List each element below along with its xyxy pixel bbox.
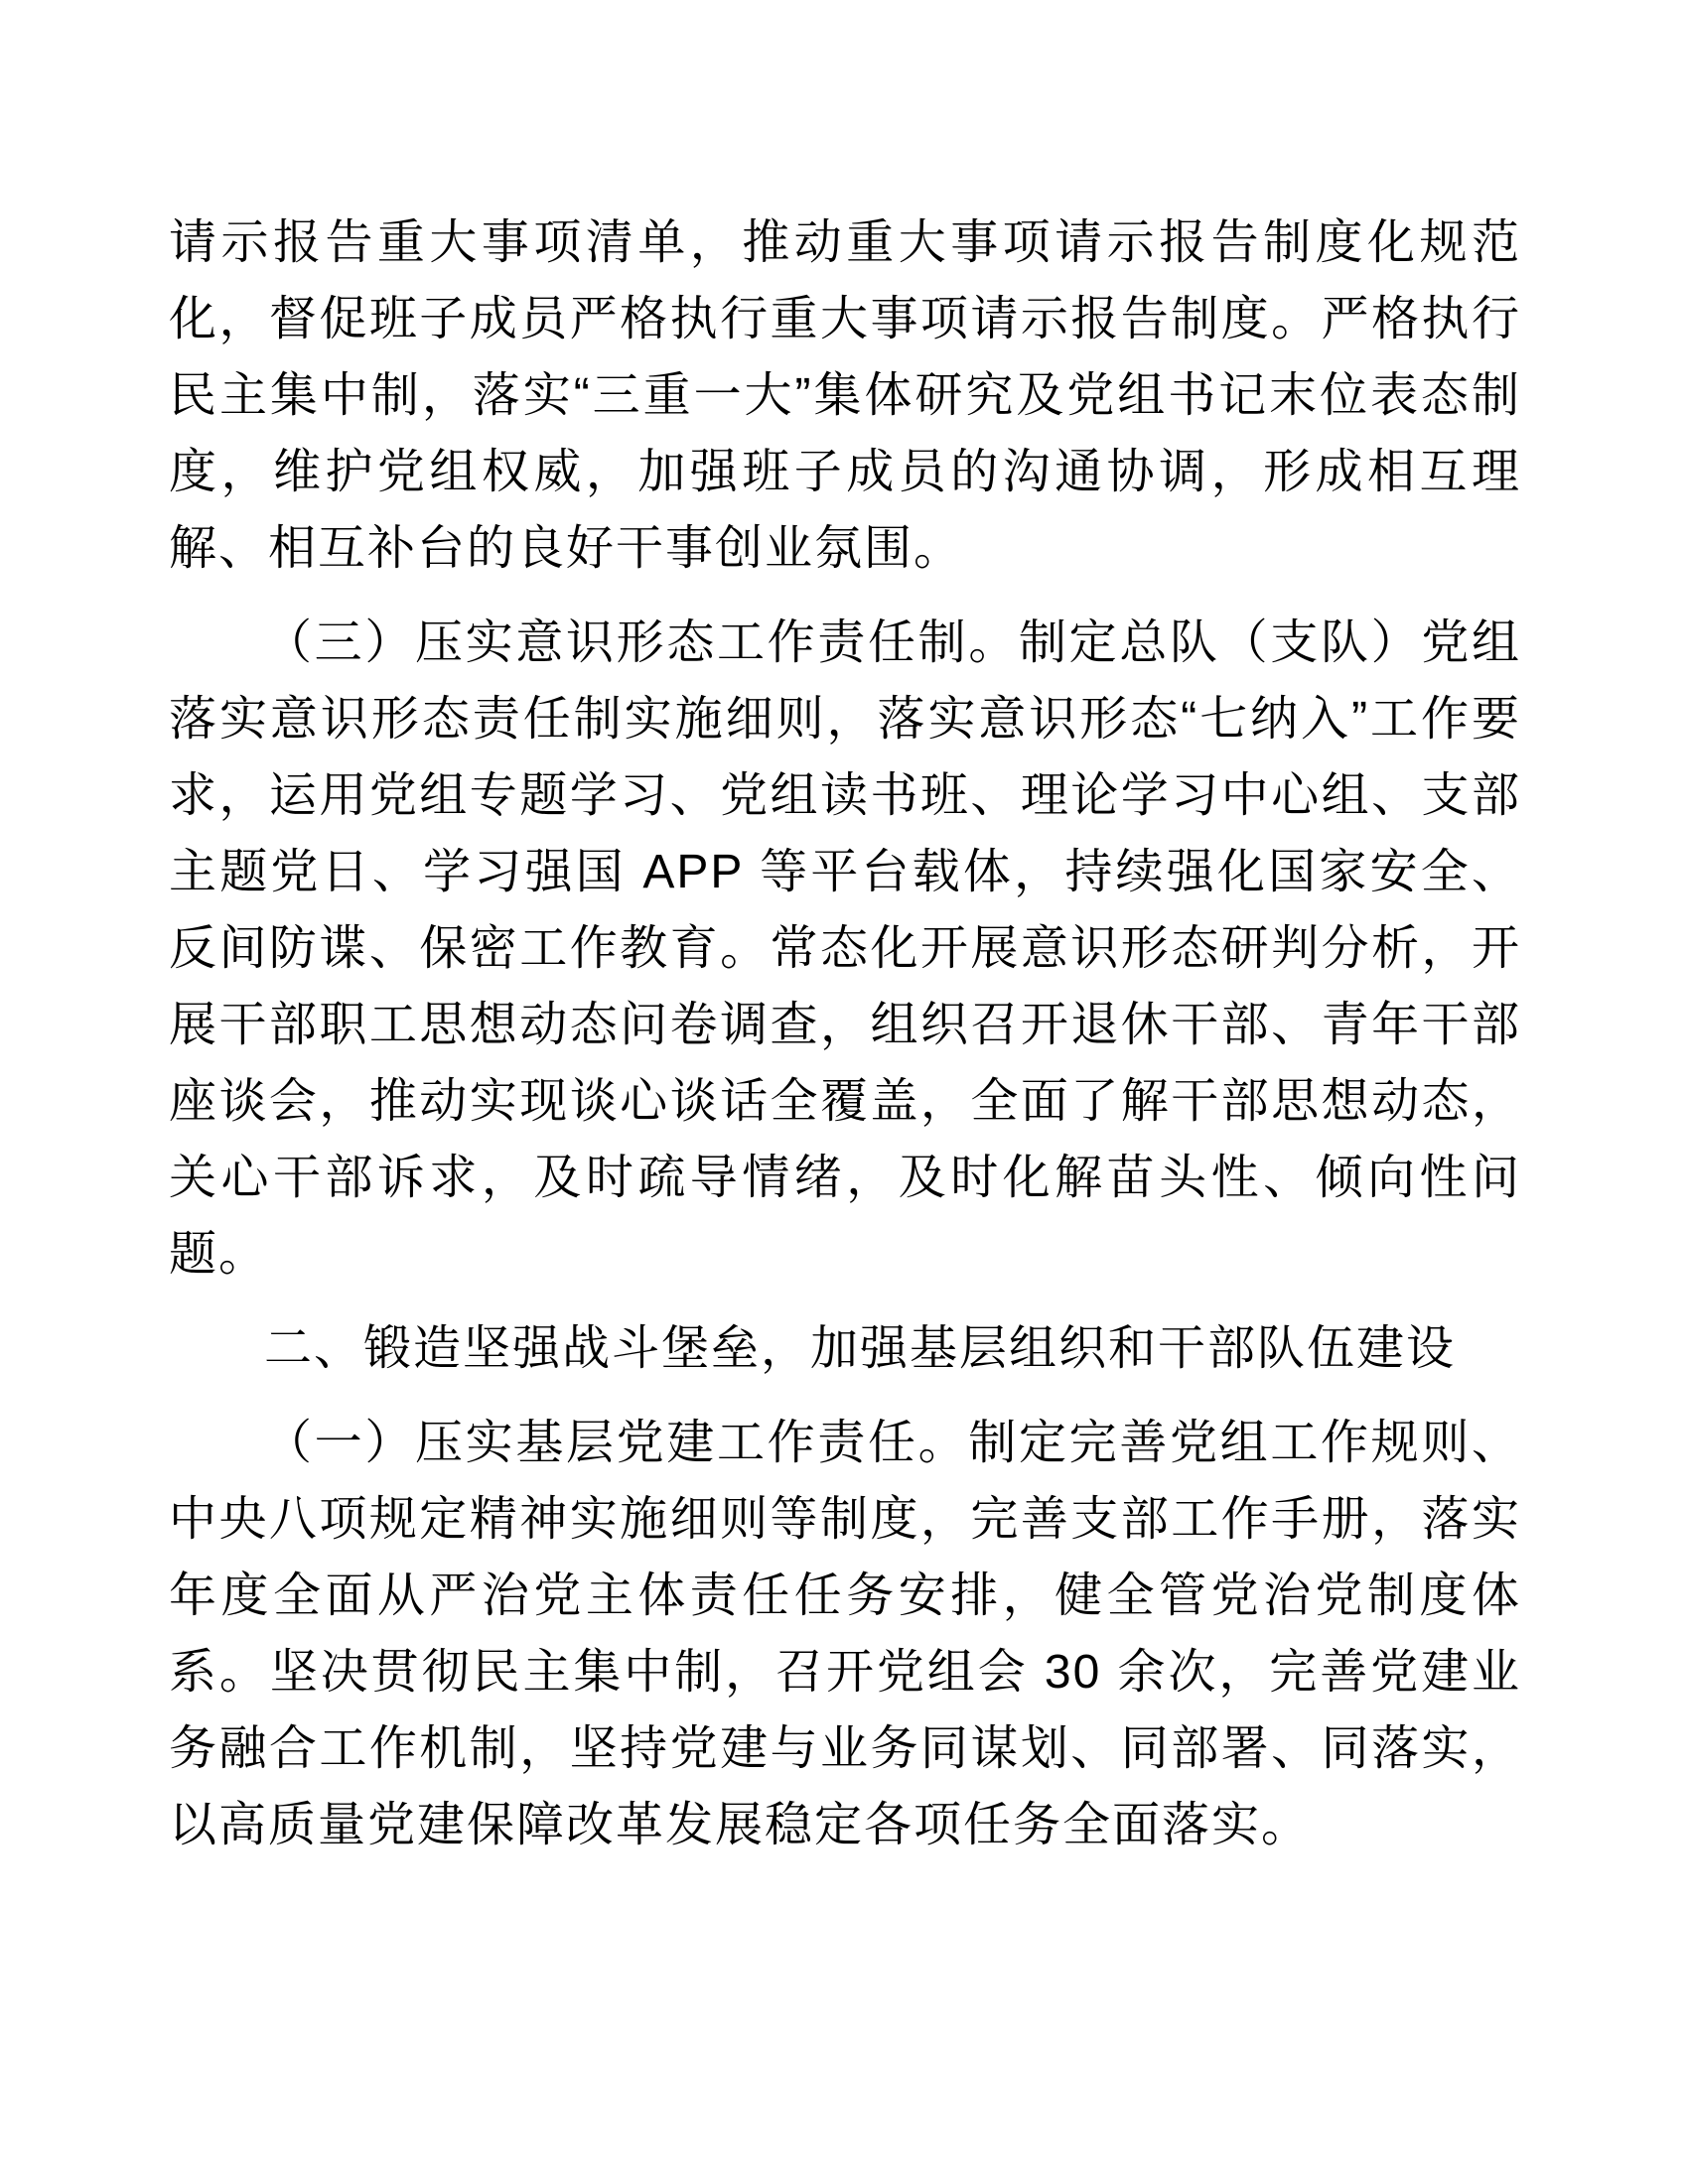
paragraph-continuation: 请示报告重大事项清单，推动重大事项请示报告制度化规范化，督促班子成员严格执行重大事项请示报告制度。严格执行民主集中制，落实“三重一大”集体研究及党组书记末位表态制度，维护党组权威，加强班子成员的沟通协调，形成相互理解、相互补台的良好干事创业氛围。 — [169, 216, 1521, 575]
section-heading-2: 二、锻造坚强战斗堡垒，加强基层组织和干部队伍建设 — [264, 1322, 1457, 1375]
paragraph-item-1: （一）压实基层党建工作责任。制定完善党组工作规则、中央八项规定精神实施细则等制度，完善支部工作手册，落实年度全面从严治党主体责任任务安排，健全管党治党制度体系。坚决贯彻民主集中制，召开党组会 30 余次，完善党建业务融合工作机制，坚持党建与业务同谋划、同部署、同落实，以高质量党建保障改革发展稳定各项任务全面落实。 — [169, 1417, 1521, 1851]
document-body — [169, 205, 1521, 1881]
paragraph-item-3: （三）压实意识形态工作责任制。制定总队（支队）党组落实意识形态责任制实施细则，落实意识形态“七纳入”工作要求，运用党组专题学习、党组读书班、理论学习中心组、支部主题党日、学习强国 APP 等平台载体，持续强化国家安全、反间防谍、保密工作教育。常态化开展意识形态研判分析，开展干部职工思想动态问卷调查，组织召开退休干部、青年干部座谈会，推动实现谈心谈话全覆盖，全面了解干部思想动态，关心干部诉求，及时疏导情绪，及时化解苗头性、倾向性问题。 — [169, 616, 1521, 1281]
